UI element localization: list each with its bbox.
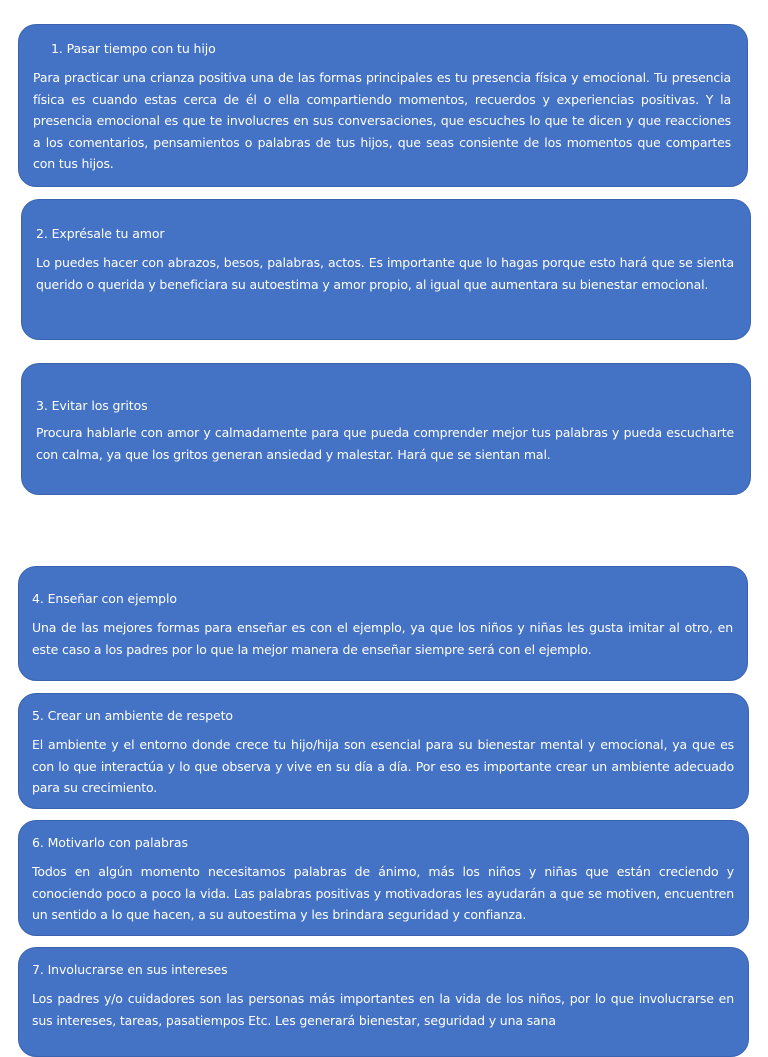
card-evitar-gritos	[21, 363, 751, 495]
card-body: Los padres y/o cuidadores son las personas más importantes en la vida de los niños, por lo que involucrarse en sus intereses, tareas, pasatiempos Etc. Les generará bienestar, seguridad y una sana	[32, 991, 734, 1028]
card-body: Una de las mejores formas para enseñar es con el ejemplo, ya que los niños y niñas les gusta imitar al otro, en este caso a los padres por lo que la mejor manera de enseñar siempre será con el ejemplo.	[32, 620, 733, 657]
card-ambiente-respeto	[18, 693, 749, 809]
card-title: 3. Evitar los gritos	[36, 398, 148, 413]
card-body: El ambiente y el entorno donde crece tu hijo/hija son esencial para su bienestar mental y emocional, ya que es con lo que interactúa y lo que observa y vive en su día a día. Por eso es importante crear un ambiente adecuado para su crecimiento.	[32, 737, 734, 795]
card-title: 2. Exprésale tu amor	[36, 226, 165, 241]
card-body: Procura hablarle con amor y calmadamente para que pueda comprender mejor tus palabras y pueda escucharte con calma, ya que los gritos generan ansiedad y malestar. Hará que se sientan mal.	[36, 425, 734, 462]
card-body: Para practicar una crianza positiva una de las formas principales es tu presencia física y emocional. Tu presencia física es cuando estas cerca de él o ella compartiendo momentos, recuerdos y experiencias positivas. Y la presencia emocional es que te involucres en sus conversaciones, que escuches lo que te dicen y que reacciones a los comentarios, pensamientos o palabras de tus hijos, que seas consiente de los momentos que compartes con tus hijos.	[33, 70, 731, 171]
card-expresale-amor	[21, 199, 751, 340]
card-ensenar-ejemplo	[18, 566, 748, 681]
card-involucrarse-intereses	[18, 947, 749, 1057]
card-pasar-tiempo	[18, 24, 748, 187]
card-title: 7. Involucrarse en sus intereses	[32, 962, 228, 977]
card-body: Lo puedes hacer con abrazos, besos, palabras, actos. Es importante que lo hagas porque esto hará que se sienta querido o querida y beneficiara su autoestima y amor propio, al igual que aumentara su bienestar emocional.	[36, 255, 734, 292]
card-title: 1. Pasar tiempo con tu hijo	[51, 41, 216, 56]
card-title: 6. Motivarlo con palabras	[32, 835, 188, 850]
card-title: 5. Crear un ambiente de respeto	[32, 708, 233, 723]
card-body: Todos en algún momento necesitamos palabras de ánimo, más los niños y niñas que están creciendo y conociendo poco a poco la vida. Las palabras positivas y motivadoras les ayudarán a que se motiven, encuentren un sentido a lo que hacen, a su autoestima y les brindara seguridad y confianza.	[32, 864, 734, 922]
card-title: 4. Enseñar con ejemplo	[32, 591, 177, 606]
card-motivarlo-palabras	[18, 820, 749, 936]
